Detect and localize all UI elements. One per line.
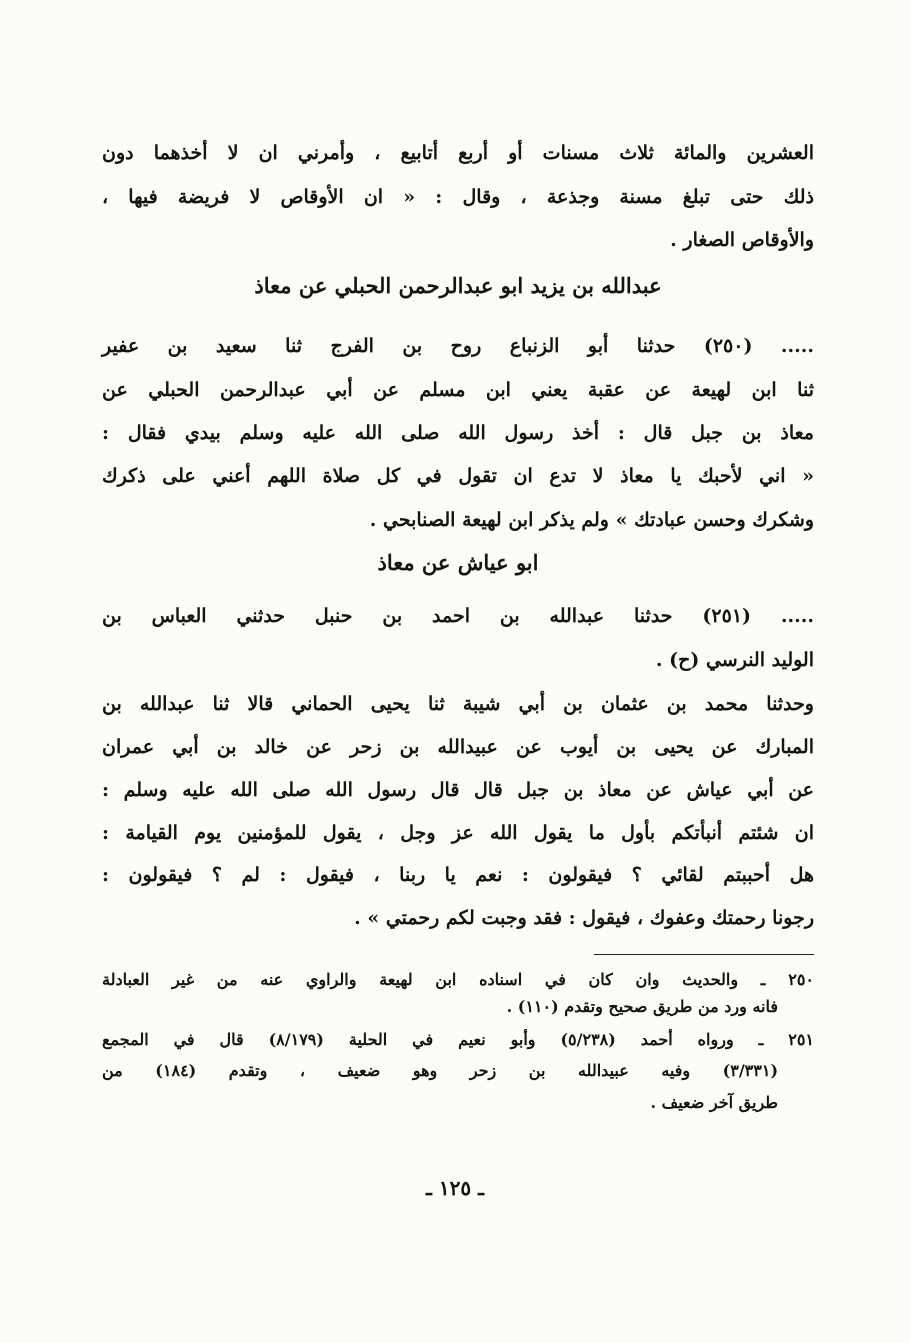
- hadith-line: ..... (٢٥١) حدثنا عبدالله بن احمد بن حنبل حدثني العباس بن: [102, 605, 814, 627]
- hadith-line: « اني لأحبك يا معاذ لا تدع ان تقول في كل صلاة اللهم أعني على ذكرك: [102, 465, 814, 487]
- hadith-line: المبارك عن يحيى بن أيوب عن عبيدالله بن زحر عن خالد بن أبي عمران: [102, 736, 814, 758]
- passage-line: العشرين والمائة ثلاث مسنات أو أربع أتابيع ، وأمرني ان لا أخذهما دون: [102, 142, 814, 164]
- footnote-separator: [594, 954, 814, 955]
- hadith-line: هل أحببتم لقائي ؟ فيقولون : نعم يا ربنا ، فيقول : لم ؟ فيقولون :: [102, 864, 814, 886]
- hadith-line: وشكرك وحسن عبادتك » ولم يذكر ابن لهيعة الصنابحي .: [369, 509, 814, 531]
- hadith-line: وحدثنا محمد بن عثمان بن أبي شيبة ثنا يحيى الحماني قالا ثنا عبدالله بن: [102, 693, 814, 715]
- section-heading: عبدالله بن يزيد ابو عبدالرحمن الحبلي عن معاذ: [254, 273, 662, 298]
- passage-line: والأوقاص الصغار .: [670, 229, 814, 251]
- hadith-line: الوليد النرسي (ح) .: [655, 649, 814, 671]
- hadith-line: عن أبي عياش عن معاذ بن جبل قال قال رسول الله صلى الله عليه وسلم :: [102, 779, 814, 801]
- passage-line: ذلك حتى تبلغ مسنة وجذعة ، وقال : « ان الأوقاص لا فريضة فيها ،: [102, 186, 814, 208]
- hadith-line: معاذ بن جبل قال : أخذ رسول الله صلى الله عليه وسلم بيدي فقال :: [102, 422, 814, 444]
- hadith-line: رجونا رحمتك وعفوك ، فيقول : فقد وجبت لكم رحمتي » .: [354, 907, 814, 929]
- footnote-line: ٢٥١ ـ ورواه أحمد (٥/٢٣٨) وأبو نعيم في الحلية (٨/١٧٩) قال في المجمع: [102, 1030, 815, 1049]
- hadith-line: ..... (٢٥٠) حدثنا أبو الزنباع روح بن الفرج ثنا سعيد بن عفير: [102, 335, 814, 357]
- page-number: ـ ١٢٥ ـ: [426, 1176, 484, 1200]
- footnote-line: ٢٥٠ ـ والحديث وان كان في اسناده ابن لهيعة والراوي عنه من غير العبادلة: [102, 970, 814, 989]
- footnote-line: (٣/٣٣١) وفيه عبيدالله بن زحر وهو ضعيف ، وتقدم (١٨٤) من: [102, 1061, 779, 1080]
- footnote-line: فانه ورد من طريق صحيح وتقدم (١١٠) .: [506, 997, 778, 1016]
- hadith-line: ان شئتم أنبأتكم بأول ما يقول الله عز وجل ، يقول للمؤمنين يوم القيامة :: [102, 822, 814, 844]
- section-heading: ابو عياش عن معاذ: [377, 550, 539, 575]
- footnote-line: طريق آخر ضعيف .: [650, 1093, 778, 1112]
- hadith-line: ثنا ابن لهيعة عن عقبة يعني ابن مسلم عن أبي عبدالرحمن الحبلي عن: [102, 379, 814, 401]
